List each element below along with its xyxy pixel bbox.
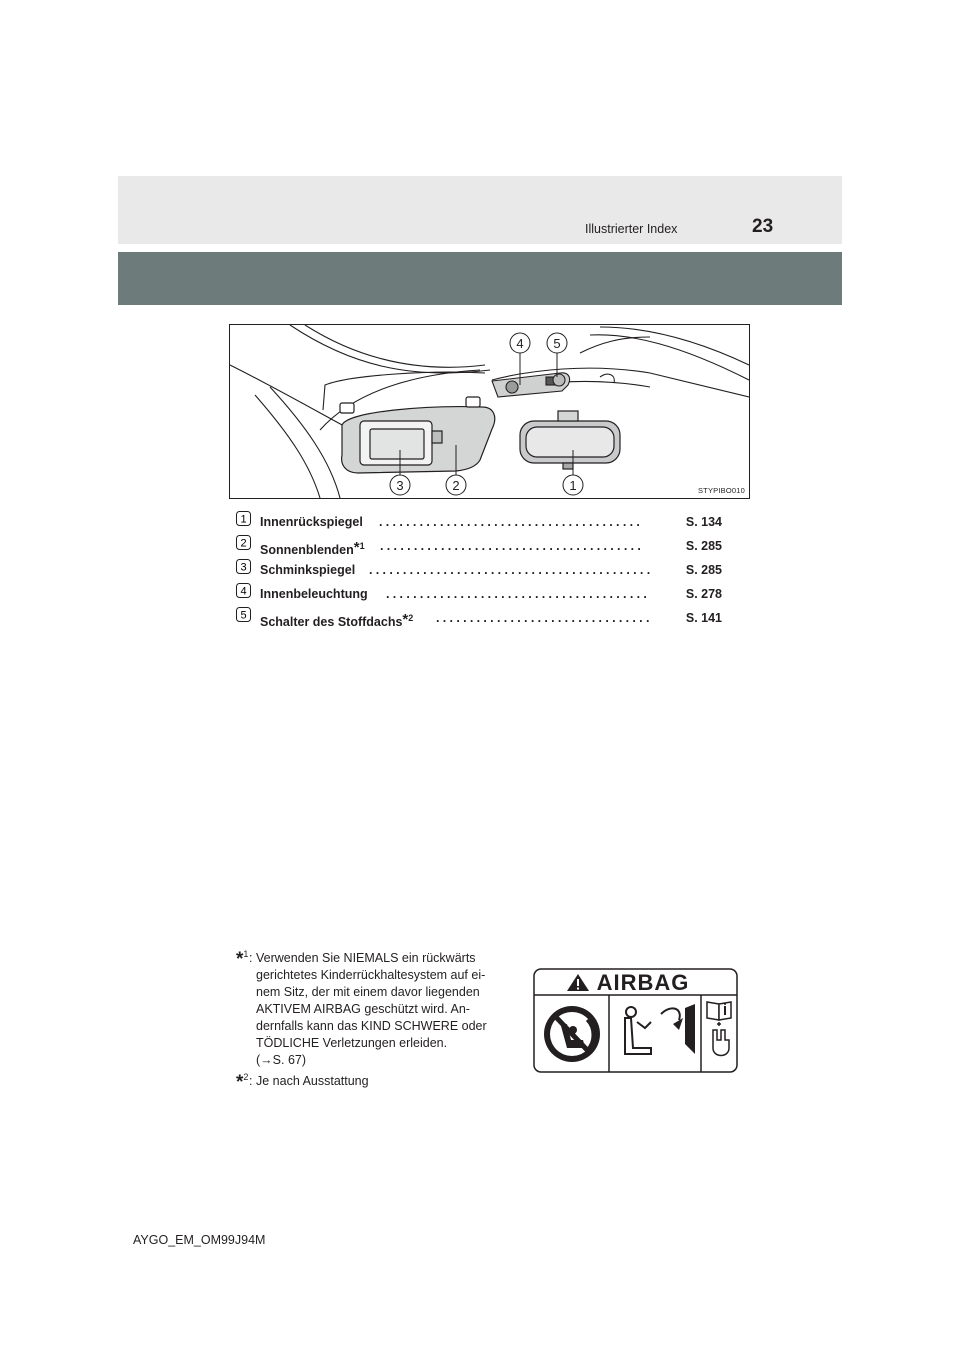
overhead-console-drawing bbox=[230, 325, 749, 498]
leader-dots: ....................................... bbox=[386, 587, 651, 601]
leader-dots: ....................................... bbox=[379, 515, 644, 529]
footnote-1: $*_1$ : Verwenden Sie NIEMALS ein rückwärts gerichtetes Kinderrückhaltesystem auf ei- nem Sitz, der mit einem davor liegenden AKTIVEM AIRBAG geschützt wird. An- dernfalls kann das KIND SCHWERE oder TÖDLICHE Verletzungen erleiden. (→S. 67) bbox=[236, 950, 506, 1069]
svg-text:1: 1 bbox=[240, 513, 247, 526]
item-number-badge bbox=[236, 535, 251, 550]
footnote-line: Verwenden Sie NIEMALS ein rückwärts bbox=[256, 951, 476, 965]
footnotes bbox=[236, 949, 506, 1093]
footnote-marker: $*_2$ bbox=[236, 1072, 249, 1093]
index-item bbox=[236, 581, 722, 605]
svg-text:3: 3 bbox=[240, 561, 247, 574]
index-item bbox=[236, 509, 722, 533]
no-rear-facing-seat-icon bbox=[544, 1006, 600, 1062]
index-item bbox=[236, 557, 722, 581]
airbag-warning-label bbox=[533, 968, 738, 1073]
header-band bbox=[118, 176, 842, 244]
index-item bbox=[236, 533, 722, 557]
svg-text:4: 4 bbox=[240, 585, 247, 598]
footnote-line: Je nach Ausstattung bbox=[256, 1074, 369, 1088]
item-number-badge bbox=[236, 583, 251, 598]
footnote-line: dernfalls kann das KIND SCHWERE oder bbox=[256, 1019, 487, 1033]
section-band bbox=[118, 252, 842, 305]
footnote-2: $*_2$ : Je nach Ausstattung bbox=[236, 1073, 506, 1090]
interior-illustration bbox=[229, 324, 750, 499]
document-code: AYGO_EM_OM99J94M bbox=[133, 1233, 266, 1247]
item-page-link[interactable]: S. 278 bbox=[685, 587, 722, 601]
callout-4-label: 4 bbox=[516, 336, 524, 351]
index-item bbox=[236, 605, 722, 629]
item-label: Sonnenblenden*$^1$ bbox=[260, 539, 365, 557]
leader-dots: ................................ bbox=[436, 611, 653, 625]
figure-code: STYPIBO010 bbox=[697, 486, 745, 495]
svg-text:5: 5 bbox=[240, 609, 247, 622]
section-title: Illustrierter Index bbox=[585, 222, 678, 236]
footnote-marker: $*_1$ bbox=[236, 949, 249, 970]
footnote-line: TÖDLICHE Verletzungen erleiden. bbox=[256, 1036, 448, 1050]
item-page-link[interactable]: S. 285 bbox=[685, 563, 722, 577]
item-label: Schminkspiegel bbox=[260, 563, 356, 577]
footnote-star: * bbox=[353, 539, 360, 556]
item-label: Schalter des Stoffdachs*$^2$ bbox=[260, 611, 414, 629]
leader-dots: .......................................... bbox=[369, 563, 654, 577]
footnote-line: AKTIVEM AIRBAG geschützt wird. An- bbox=[256, 1002, 470, 1016]
item-page-link[interactable]: S. 134 bbox=[685, 515, 722, 529]
item-label: Innenbeleuchtung bbox=[260, 587, 368, 601]
footnote-page-ref[interactable]: (→S. 67) bbox=[256, 1053, 307, 1067]
item-label: Innenrückspiegel bbox=[260, 515, 363, 529]
airbag-title: AIRBAG bbox=[596, 970, 690, 995]
item-number-badge bbox=[236, 511, 251, 526]
footnote-line: nem Sitz, der mit einem davor liegenden bbox=[256, 985, 480, 999]
item-page-link[interactable]: S. 285 bbox=[685, 539, 722, 553]
footnote-star: * bbox=[402, 611, 409, 628]
leader-dots: ....................................... bbox=[380, 539, 645, 553]
item-page-link[interactable]: S. 141 bbox=[685, 611, 722, 625]
item-number-badge bbox=[236, 607, 251, 622]
callout-2-label: 2 bbox=[452, 478, 460, 493]
index-list bbox=[236, 509, 722, 629]
read-manual-icon bbox=[707, 1002, 731, 1020]
callout-5-label: 5 bbox=[553, 336, 561, 351]
item-number-badge bbox=[236, 559, 251, 574]
footnote-line: gerichtetes Kinderrückhaltesystem auf ei- bbox=[256, 968, 486, 982]
page-number: 23 bbox=[752, 216, 774, 237]
svg-text:2: 2 bbox=[240, 537, 247, 550]
callout-1-label: 1 bbox=[569, 478, 577, 493]
callout-3-label: 3 bbox=[396, 478, 404, 493]
